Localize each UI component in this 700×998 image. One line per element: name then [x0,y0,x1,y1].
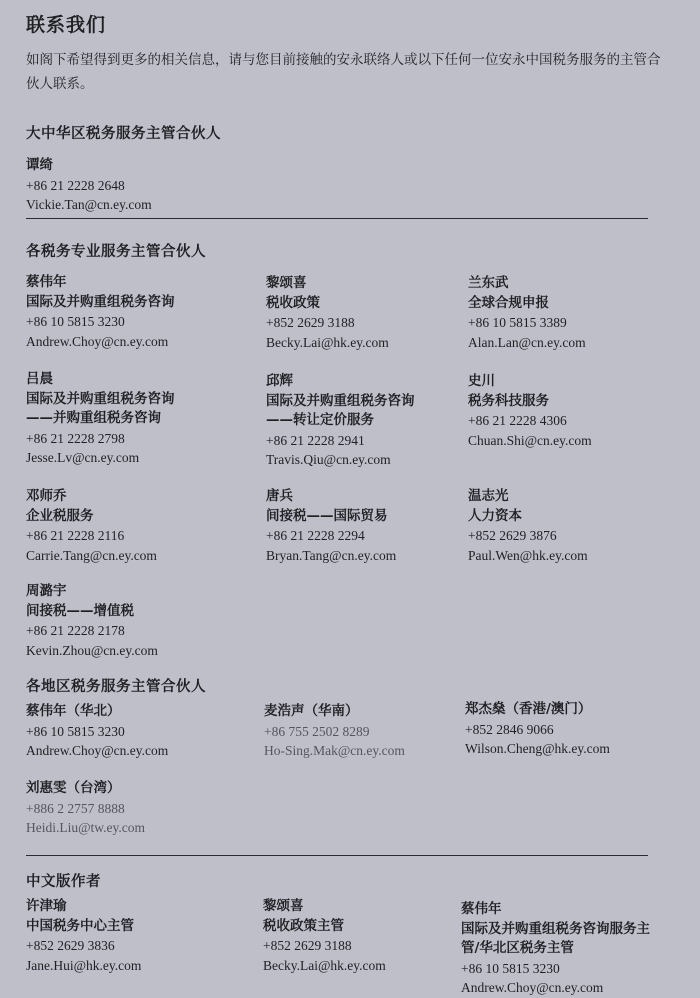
contact-name: 吕晨 [26,371,53,387]
contact-email[interactable]: Bryan.Tang@cn.ey.com [266,547,397,563]
contact-phone: +852 2629 3836 [26,938,115,953]
contact-email[interactable]: Jane.Hui@hk.ey.com [26,957,142,973]
contact-name: 唐兵 [266,488,293,504]
divider [26,218,648,219]
section-heading-authors: 中文版作者 [26,874,101,890]
contact-card [264,702,405,761]
contact-role: 全球合规申报 [468,294,549,311]
contact-phone: +886 2 2757 8888 [26,800,125,816]
contact-phone: +86 10 5815 3230 [26,314,125,329]
contact-role: 国际及并购重组税务咨询 [26,293,175,310]
contact-name: 许津瑜 [26,898,67,914]
contact-phone: +852 2629 3876 [468,528,557,543]
contact-card [26,156,152,215]
contact-email[interactable]: Ho-Sing.Mak@cn.ey.com [264,743,405,758]
contact-phone: +86 10 5815 3389 [468,315,567,330]
contact-name: 黎颂喜 [263,898,304,914]
contact-card [461,900,650,998]
divider [26,855,648,856]
contact-phone: +86 21 2228 2798 [26,430,125,446]
contact-phone: +86 755 2502 8289 [264,723,370,739]
contact-card [26,702,168,761]
contact-role: 间接税——国际贸易 [266,507,388,524]
contact-role: 国际及并购重组税务咨询 [266,392,415,409]
contact-email[interactable]: Travis.Qiu@cn.ey.com [266,452,391,467]
contact-email[interactable]: Carrie.Tang@cn.ey.com [26,547,157,563]
contact-name: 刘惠雯（台湾） [26,780,121,796]
contact-role: 税收政策 [266,294,320,311]
contact-email[interactable]: Alan.Lan@cn.ey.com [468,334,586,350]
contact-phone: +852 2629 3188 [263,938,352,953]
contact-card [26,487,157,565]
contact-email[interactable]: Chuan.Shi@cn.ey.com [468,432,592,448]
contact-email[interactable]: Wilson.Cheng@hk.ey.com [465,741,610,756]
contact-phone: +86 21 2228 2178 [26,623,125,638]
contact-role-line2: 管/华北区税务主管 [461,940,574,956]
contact-email[interactable]: Andrew.Choy@cn.ey.com [461,980,604,995]
contact-phone: +86 10 5815 3230 [461,960,560,976]
contact-phone: +86 21 2228 2294 [266,528,365,543]
contact-name: 周潞宇 [26,583,67,599]
page-title: 联系我们 [26,14,107,36]
contact-role: 中国税务中心主管 [26,917,134,934]
contact-name: 温志光 [468,488,509,504]
contact-name: 蔡伟年（华北） [26,703,121,719]
contact-role-line2: ——转让定价服务 [266,412,374,428]
contact-card [26,582,158,660]
contact-card [26,370,175,468]
section-heading-practice: 各税务专业服务主管合伙人 [26,244,206,260]
contact-card [266,274,389,352]
contact-name: 谭绮 [26,157,53,173]
contact-email[interactable]: Becky.Lai@hk.ey.com [263,957,386,973]
contact-email[interactable]: Jesse.Lv@cn.ey.com [26,450,140,465]
contact-phone: +86 21 2228 2648 [26,177,125,193]
contact-email[interactable]: Kevin.Zhou@cn.ey.com [26,642,158,658]
contact-card [266,487,396,565]
section-heading-regional: 各地区税务服务主管合伙人 [26,679,206,695]
contact-card [26,897,141,975]
contact-card [266,372,415,470]
contact-name: 邱辉 [266,373,293,389]
contact-role: 税务科技服务 [468,392,549,409]
contact-role-line2: ——并购重组税务咨询 [26,410,161,426]
contact-name: 邓师乔 [26,488,67,504]
contact-role: 国际及并购重组税务咨询 [26,390,175,407]
contact-email[interactable]: Andrew.Choy@cn.ey.com [26,333,169,349]
contact-phone: +852 2846 9066 [465,721,554,737]
contact-role: 税收政策主管 [263,917,344,934]
contact-name: 蔡伟年 [26,274,67,290]
contact-card [26,273,175,351]
contact-phone: +86 21 2228 2116 [26,528,125,543]
contact-card [468,372,592,450]
contact-email[interactable]: Becky.Lai@hk.ey.com [266,334,389,350]
contact-phone: +852 2629 3188 [266,315,355,330]
contact-email[interactable]: Paul.Wen@hk.ey.com [468,547,588,563]
contact-card [26,779,145,838]
section-heading-greater-china: 大中华区税务服务主管合伙人 [26,126,221,142]
contact-name: 麦浩声（华南） [264,703,359,719]
contact-name: 黎颂喜 [266,275,307,291]
contact-card [465,700,610,759]
contact-role: 企业税服务 [26,507,94,524]
contact-name: 史川 [468,373,495,389]
contact-role: 人力资本 [468,507,522,524]
contact-role: 间接税——增值税 [26,602,134,619]
intro-paragraph: 如阁下希望得到更多的相关信息，请与您目前接触的安永联络人或以下任何一位安永中国税务服务的主管合伙人联系。 [26,52,661,92]
contact-name: 蔡伟年 [461,901,502,917]
contact-email[interactable]: Heidi.Liu@tw.ey.com [26,820,146,835]
contact-card [468,274,586,352]
contact-card [468,487,588,565]
contact-phone: +86 10 5815 3230 [26,723,125,739]
contact-phone: +86 21 2228 2941 [266,432,365,448]
contact-name: 郑杰燊（香港/澳门） [465,701,592,717]
contact-role: 国际及并购重组税务咨询服务主 [461,920,650,937]
contact-name: 兰东武 [468,275,509,291]
contact-card [263,897,386,975]
contact-phone: +86 21 2228 4306 [468,413,567,428]
contact-email[interactable]: Vickie.Tan@cn.ey.com [26,197,152,212]
contact-email[interactable]: Andrew.Choy@cn.ey.com [26,743,169,758]
